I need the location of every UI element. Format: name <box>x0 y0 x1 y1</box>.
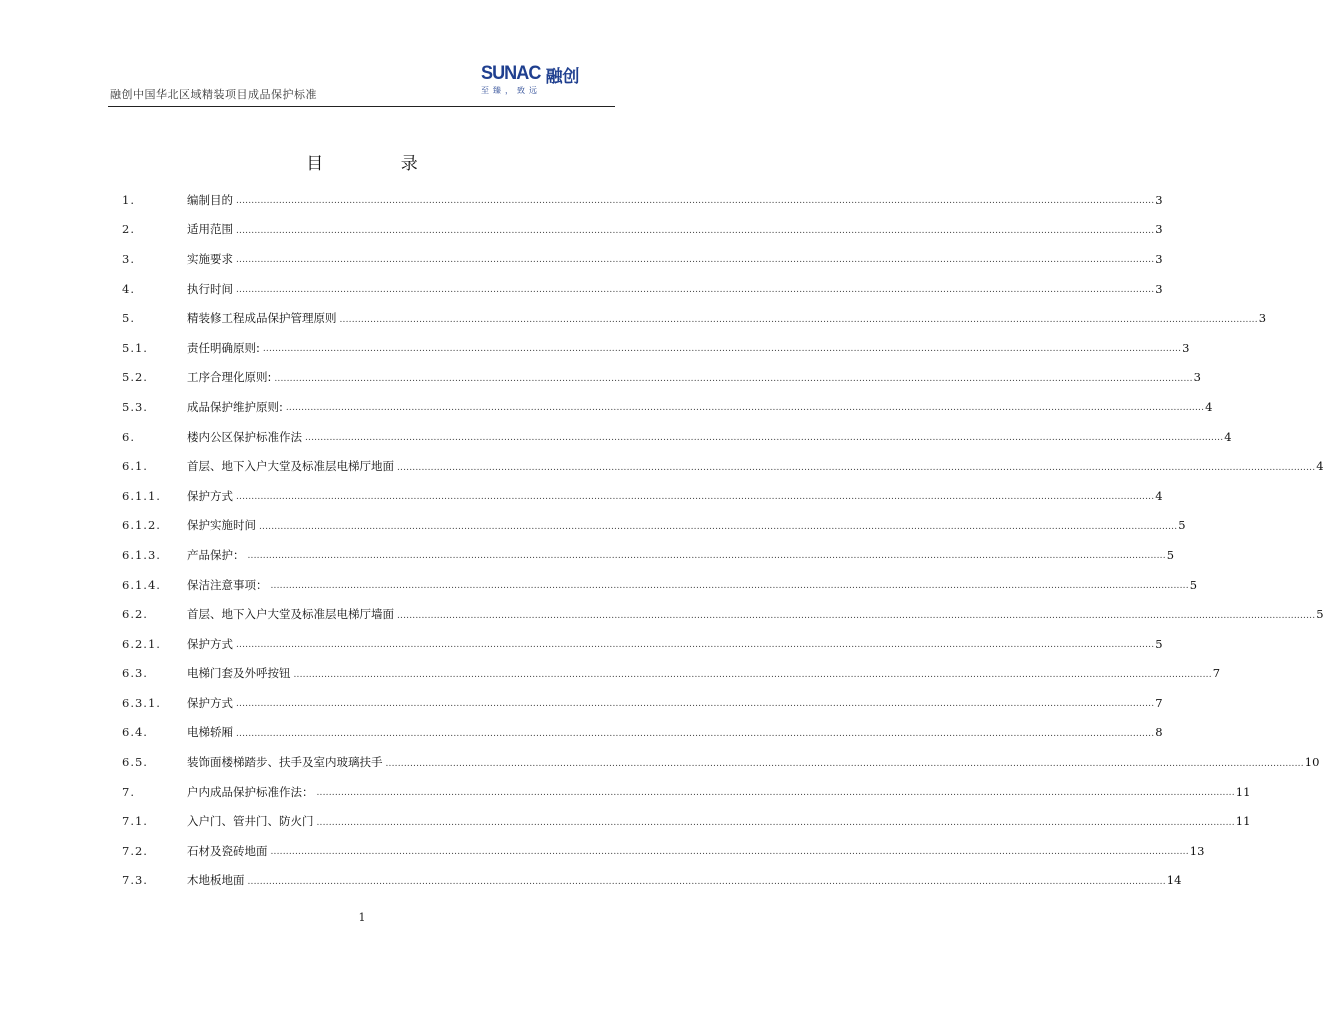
toc-entry[interactable] <box>122 363 1201 393</box>
toc-entry[interactable] <box>122 303 1267 333</box>
toc-dot-leader: ............................................................................................................................................................................................................................................................................................................ <box>236 225 1155 236</box>
toc-entry-text: 电梯轿厢 <box>187 725 233 740</box>
toc-entry-text: 产品保护： <box>187 547 245 562</box>
logo-brand-text: SUNAC <box>481 63 541 84</box>
toc-entry-number: 6. <box>122 429 135 444</box>
toc-entry-page: 3 <box>1155 222 1163 237</box>
toc-entry-text: 装饰面楼梯踏步、扶手及室内玻璃扶手 <box>187 755 383 770</box>
toc-entry-number: 7. <box>122 784 135 799</box>
toc-entry-number: 3. <box>122 251 135 266</box>
toc-entry-text: 石材及瓷砖地面 <box>187 843 268 858</box>
toc-entry-page: 3 <box>1155 251 1163 266</box>
toc-entry-number: 6.2.1. <box>122 636 161 651</box>
toc-entry-number: 6.3.1. <box>122 695 161 710</box>
toc-entry-text: 首层、地下入户大堂及标准层电梯厅地面 <box>187 459 394 474</box>
toc-entry-text: 电梯门套及外呼按钮 <box>187 666 291 681</box>
toc-entry-number: 6.1.3. <box>122 547 161 562</box>
toc-entry-text: 木地板地面 <box>187 873 245 888</box>
toc-entry-page: 5 <box>1178 518 1186 533</box>
toc-entry-number: 7.3. <box>122 873 148 888</box>
toc-entry-text: 入户门、管井门、防火门 <box>187 814 314 829</box>
toc-entry-text: 保洁注意事项： <box>187 577 268 592</box>
toc-entry-page: 14 <box>1166 873 1182 888</box>
toc-entry-text: 保护方式 <box>187 695 233 710</box>
toc-entry-number: 7.1. <box>122 814 148 829</box>
toc-entry-page: 8 <box>1155 725 1163 740</box>
page-number: 1 <box>358 911 366 924</box>
toc-entry-text: 首层、地下入户大堂及标准层电梯厅墙面 <box>187 607 394 622</box>
toc-entry-text: 实施要求 <box>187 251 233 266</box>
toc-entry[interactable] <box>122 422 1232 452</box>
toc-dot-leader: ............................................................................................................................................................................................................................................................................................................ <box>285 403 1205 414</box>
toc-entry[interactable] <box>122 333 1190 363</box>
toc-dot-leader: ............................................................................................................................................................................................................................................................................................................ <box>259 521 1178 532</box>
toc-entry-text: 成品保护维护原则: <box>187 399 283 414</box>
toc-entry-text: 保护方式 <box>187 636 233 651</box>
toc-entry-page: 4 <box>1155 488 1163 503</box>
toc-entry-text: 责任明确原则: <box>187 340 260 355</box>
toc-entry-page: 7 <box>1212 666 1221 681</box>
toc-dot-leader: ............................................................................................................................................................................................................................................................................................................ <box>293 669 1212 680</box>
toc-entry-text: 保护方式 <box>187 488 233 503</box>
toc-entry-text: 适用范围 <box>187 222 233 237</box>
toc-dot-leader: ............................................................................................................................................................................................................................................................................................................ <box>236 699 1155 710</box>
toc-entry[interactable] <box>122 215 1163 245</box>
toc-entry[interactable] <box>122 747 1320 777</box>
toc-entry-page: 3 <box>1182 340 1190 355</box>
toc-dot-leader: ............................................................................................................................................................................................................................................................................................................ <box>236 728 1155 739</box>
toc-entry-number: 6.1.2. <box>122 518 161 533</box>
toc-entry-number: 6.1.4. <box>122 577 161 592</box>
toc-entry[interactable] <box>122 866 1182 896</box>
toc-entry-page: 3 <box>1193 370 1201 385</box>
toc-dot-leader: ............................................................................................................................................................................................................................................................................................................ <box>270 581 1189 592</box>
toc-dot-leader: ............................................................................................................................................................................................................................................................................................................ <box>262 344 1182 355</box>
toc-entry[interactable] <box>122 777 1251 807</box>
toc-dot-leader: ............................................................................................................................................................................................................................................................................................................ <box>305 433 1224 444</box>
toc-entry-number: 6.1.1. <box>122 488 161 503</box>
toc-entry-number: 1. <box>122 192 135 207</box>
toc-entry-page: 3 <box>1258 311 1267 326</box>
sunac-logo <box>481 64 591 100</box>
toc-entry-page: 4 <box>1205 399 1213 414</box>
toc-entry-page: 5 <box>1189 577 1198 592</box>
toc-dot-leader: ............................................................................................................................................................................................................................................................................................................ <box>247 876 1166 887</box>
toc-entry-text: 工序合理化原则: <box>187 370 272 385</box>
toc-entry-number: 6.2. <box>122 607 148 622</box>
toc-entry[interactable] <box>122 540 1175 570</box>
toc-entry-number: 6.5. <box>122 755 148 770</box>
toc-entry[interactable] <box>122 806 1251 836</box>
toc-dot-leader: ............................................................................................................................................................................................................................................................................................................ <box>274 373 1193 384</box>
toc-dot-leader: ............................................................................................................................................................................................................................................................................................................ <box>236 640 1155 651</box>
toc-entry[interactable] <box>122 836 1205 866</box>
toc-dot-leader: ............................................................................................................................................................................................................................................................................................................ <box>397 462 1316 473</box>
toc-entry[interactable] <box>122 244 1163 274</box>
toc-entry-number: 5.2. <box>122 370 148 385</box>
toc-entry-text: 户内成品保护标准作法： <box>187 784 314 799</box>
toc-entry-page: 4 <box>1224 429 1232 444</box>
toc-entry-page: 5 <box>1155 636 1163 651</box>
toc-entry[interactable] <box>122 629 1163 659</box>
toc-entry-page: 4 <box>1316 459 1324 474</box>
toc-entry[interactable] <box>122 688 1163 718</box>
toc-entry-page: 3 <box>1155 192 1163 207</box>
toc-entry-page: 11 <box>1235 784 1251 799</box>
toc-entry-page: 5 <box>1316 607 1324 622</box>
toc-entry-page: 5 <box>1166 547 1175 562</box>
toc-dot-leader: ............................................................................................................................................................................................................................................................................................................ <box>339 314 1258 325</box>
document-header-title: 融创中国华北区域精装项目成品保护标准 <box>110 88 317 101</box>
toc-entry-text: 执行时间 <box>187 281 233 296</box>
header-divider <box>108 106 615 107</box>
toc-entry[interactable] <box>122 659 1221 689</box>
toc-entry[interactable] <box>122 392 1213 422</box>
toc-entry-page: 13 <box>1189 843 1205 858</box>
toc-entry[interactable] <box>122 481 1163 511</box>
toc-dot-leader: ............................................................................................................................................................................................................................................................................................................ <box>385 758 1304 769</box>
toc-entry-number: 5.1. <box>122 340 148 355</box>
toc-entry-number: 7.2. <box>122 843 148 858</box>
toc-dot-leader: ............................................................................................................................................................................................................................................................................................................ <box>236 285 1155 296</box>
toc-entry-number: 4. <box>122 281 135 296</box>
logo-brand-cn: 融创 <box>545 66 580 87</box>
toc-dot-leader: ............................................................................................................................................................................................................................................................................................................ <box>236 196 1155 207</box>
toc-dot-leader: ............................................................................................................................................................................................................................................................................................................ <box>270 847 1189 858</box>
toc-entry-number: 6.3. <box>122 666 148 681</box>
toc-dot-leader: ............................................................................................................................................................................................................................................................................................................ <box>236 255 1155 266</box>
toc-entry-page: 11 <box>1235 814 1251 829</box>
toc-entry-number: 2. <box>122 222 135 237</box>
toc-entry-page: 10 <box>1304 755 1320 770</box>
toc-dot-leader: ............................................................................................................................................................................................................................................................................................................ <box>397 610 1316 621</box>
toc-entry-text: 保护实施时间 <box>187 518 256 533</box>
toc-title: 目 录 <box>306 154 454 174</box>
toc-entry-text: 精装修工程成品保护管理原则 <box>187 311 337 326</box>
toc-entry-page: 7 <box>1155 695 1163 710</box>
toc-entry-text: 楼内公区保护标准作法 <box>187 429 302 444</box>
toc-entry[interactable] <box>122 185 1163 215</box>
toc-dot-leader: ............................................................................................................................................................................................................................................................................................................ <box>316 817 1235 828</box>
toc-entry[interactable] <box>122 570 1198 600</box>
toc-entry[interactable] <box>122 451 1324 481</box>
toc-entry[interactable] <box>122 274 1163 304</box>
toc-entry-page: 3 <box>1155 281 1163 296</box>
toc-entry-number: 6.4. <box>122 725 148 740</box>
toc-entry-text: 编制目的 <box>187 192 233 207</box>
toc-entry-number: 6.1. <box>122 459 148 474</box>
toc-dot-leader: ............................................................................................................................................................................................................................................................................................................ <box>236 492 1155 503</box>
logo-slogan: 至臻，致远 <box>481 86 541 95</box>
toc-dot-leader: ............................................................................................................................................................................................................................................................................................................ <box>316 788 1235 799</box>
toc-entry[interactable] <box>122 511 1186 541</box>
toc-entry[interactable] <box>122 599 1324 629</box>
toc-entry-number: 5. <box>122 311 135 326</box>
toc-dot-leader: ............................................................................................................................................................................................................................................................................................................ <box>247 551 1166 562</box>
toc-entry-number: 5.3. <box>122 399 148 414</box>
table-of-contents <box>122 185 1324 895</box>
toc-entry[interactable] <box>122 718 1163 748</box>
